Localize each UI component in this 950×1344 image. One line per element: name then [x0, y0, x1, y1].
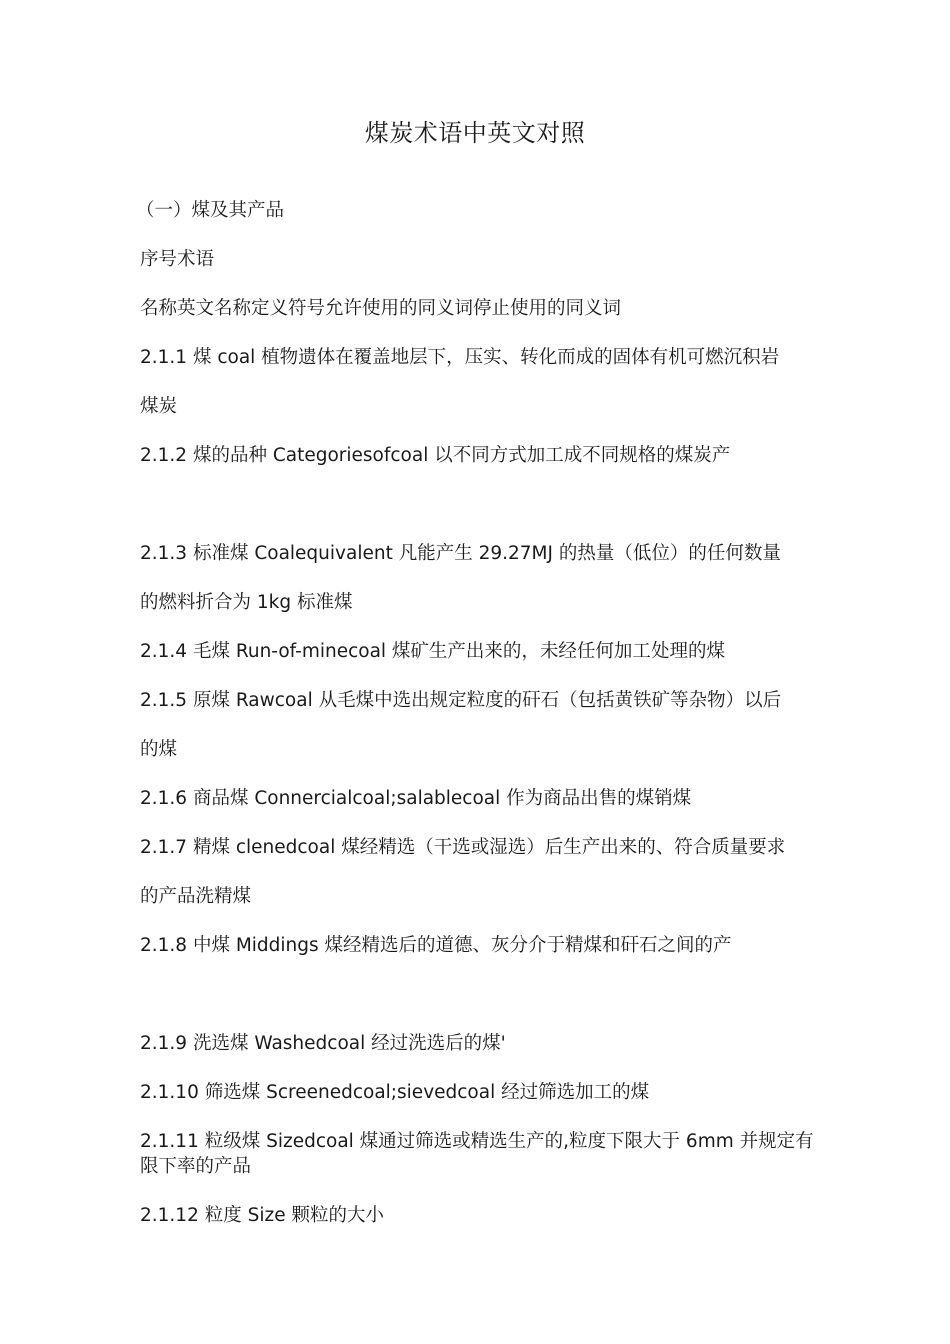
table-header-line-1: 序号术语 — [140, 249, 215, 270]
document-title: 煤炭术语中英文对照 — [364, 119, 586, 147]
entry-line: 2.1.11 粒级煤 Sizedcoal 煤通过筛选或精选生产的,粒度下限大于 6mm 并规定有限下率的产品 — [140, 1131, 814, 1177]
entry-line: 2.1.10 筛选煤 Screenedcoal;sievedcoal 经过筛选加工的煤 — [140, 1082, 650, 1103]
entry-line: 2.1.1 煤 coal 植物遗体在覆盖地层下，压实、转化而成的固体有机可燃沉积岩 — [140, 347, 780, 368]
entry-line: 2.1.2 煤的品种 Categoriesofcoal 以不同方式加工成不同规格的煤炭产 — [140, 445, 731, 466]
entry-line: 煤炭 — [140, 396, 178, 417]
table-header-line-2: 名称英文名称定义符号允许使用的同义词停止使用的同义词 — [140, 298, 622, 319]
entry-line: 2.1.9 洗选煤 Washedcoal 经过洗选后的煤' — [140, 1033, 506, 1054]
entry-line: 的煤 — [140, 739, 178, 760]
entry-line: 2.1.6 商品煤 Connercialcoal;salablecoal 作为商品出售的煤销煤 — [140, 788, 692, 809]
section-heading: （一）煤及其产品 — [136, 200, 285, 221]
entry-line: 2.1.5 原煤 Rawcoal 从毛煤中选出规定粒度的矸石（包括黄铁矿等杂物）以后 — [140, 690, 782, 711]
entry-line: 的燃料折合为 1kg 标准煤 — [140, 592, 353, 613]
entry-line: 2.1.12 粒度 Size 颗粒的大小 — [140, 1205, 384, 1226]
entry-line: 的产品洗精煤 — [140, 886, 252, 907]
entry-line: 2.1.3 标准煤 Coalequivalent 凡能产生 29.27MJ 的热量（低位）的任何数量 — [140, 543, 781, 564]
entry-line: 2.1.7 精煤 clenedcoal 煤经精选（干选或湿选）后生产出来的、符合质量要求 — [140, 837, 786, 858]
entry-line: 2.1.8 中煤 Middings 煤经精选后的道德、灰分介于精煤和矸石之间的产 — [140, 935, 732, 956]
entry-line: 2.1.4 毛煤 Run-of-minecoal 煤矿生产出来的，未经任何加工处理的煤 — [140, 641, 725, 662]
